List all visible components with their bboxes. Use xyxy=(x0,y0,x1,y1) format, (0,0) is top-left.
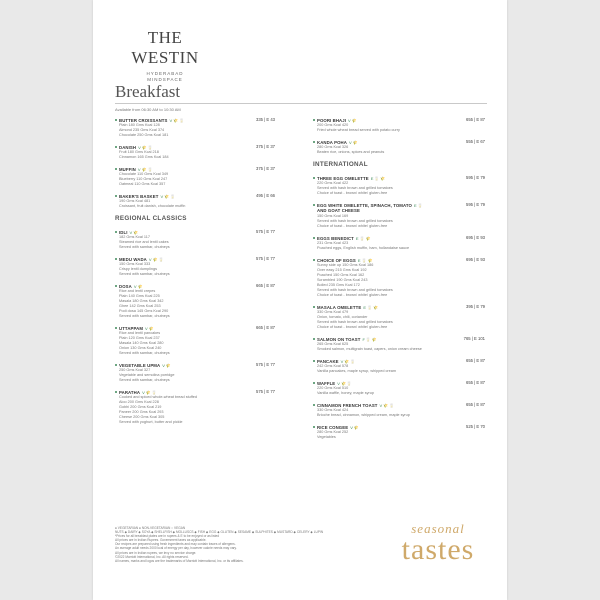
allergen-icon: 🥛 xyxy=(147,166,153,172)
menu-item-description: Onion, tomato, chili, coriander xyxy=(317,315,368,319)
seasonal-tastes-logo xyxy=(393,522,483,565)
allergen-icon: 🥛 xyxy=(389,402,395,408)
diet-legend: ● VEGETARIAN ● NON-VEGETARIAN ○ VEGAN xyxy=(115,526,186,530)
menu-item-price: 595 | E 79 xyxy=(465,175,485,180)
menu-item-description: Masala 140 Gms Kcal 280 xyxy=(119,341,164,345)
allergen-icon: 🥛 xyxy=(361,257,367,263)
menu-item-price: 575 | E 77 xyxy=(255,229,275,234)
menu-item-description: Beaten rice, onions, spices and peanuts xyxy=(317,150,385,154)
menu-item-name: THREE EGG OMELETTE xyxy=(317,175,369,181)
legal-note: All prices are in Indian rupees, we levy no service charge. xyxy=(115,550,197,555)
allergen-legend-row: NUTS ◆ DAIRY ◆ SOYA ◆ SHELLFISH ◆ MOLLUSCS ◆ FISH ◆ EGG ◆ GLUTEN ◆ SESAME ◆ SULPHITES ◆ MUSTARD ◆ CELERY ◆ LUPIN xyxy=(115,530,324,535)
right-column xyxy=(313,117,485,446)
allergen-icon: V xyxy=(137,166,141,172)
menu-item-name: BUTTER CROISSANTS xyxy=(119,117,168,123)
menu-item-description: Poached 150 Gms Kcal 162 xyxy=(317,273,365,277)
menu-item xyxy=(115,144,275,160)
menu-item-description: Steamed rice and lentil cakes xyxy=(119,240,169,244)
menu-item xyxy=(313,175,485,196)
menu-item-description: 330 Gms Kcal 424 xyxy=(317,408,349,412)
regional-continued-list xyxy=(313,117,485,155)
allergen-icon: 🌾 xyxy=(353,424,359,430)
brand-logo xyxy=(115,28,215,83)
allergen-icon: V xyxy=(348,117,351,123)
legal-note: *Prices for all breakfast plates are in rupees & E to be enjoyed or as listed xyxy=(115,534,220,539)
brand-location: HYDERABAD MINDSPACE xyxy=(146,71,184,82)
menu-item-description: Blueberry 110 Gms Kcal 247 xyxy=(119,177,168,181)
veg-indicator-icon xyxy=(115,364,117,366)
menu-item-description: 280 Gms Kcal 252 xyxy=(317,430,349,434)
allergen-icon: 🌾 xyxy=(365,235,371,241)
allergen-icon: 🥛 xyxy=(346,380,352,386)
menu-item-price: 655 | E 87 xyxy=(465,358,485,363)
menu-item-description: Paneer 200 Gms Kcal 293 xyxy=(119,410,164,414)
menu-item-description: Vegetables xyxy=(317,435,336,439)
menu-item-name: CINNAMON FRENCH TOAST xyxy=(317,402,378,408)
allergen-icon: 🌾 xyxy=(340,380,346,386)
menu-item-name-continued: AND GOAT CHEESE xyxy=(317,208,360,213)
allergen-icon: V xyxy=(350,424,353,430)
international-list xyxy=(313,175,485,440)
allergen-icon: 🥛 xyxy=(374,175,380,181)
regional-list xyxy=(115,229,275,425)
menu-item-description: Served with yoghurt, butter and pickle xyxy=(119,420,183,424)
menu-item-name: SALMON ON TOAST xyxy=(317,336,361,342)
allergen-icon: 🌾 xyxy=(141,166,147,172)
allergen-icon: 🌾 xyxy=(165,362,171,368)
menu-item xyxy=(313,304,485,330)
veg-indicator-icon xyxy=(115,327,117,329)
veg-indicator-icon xyxy=(313,306,315,308)
menu-item-description: 150 Gms Kcal 333 xyxy=(119,262,151,266)
menu-item-name: EGGS BENEDICT xyxy=(317,235,354,241)
menu-item-description: Served with sambar, chutneys xyxy=(119,245,170,249)
allergen-icon: 🌾 xyxy=(383,402,389,408)
legal-note: An average adult needs 2000 kcal of energy per day, however calorie needs may vary. xyxy=(115,546,237,551)
veg-indicator-icon xyxy=(115,119,117,121)
menu-item xyxy=(313,358,485,374)
allergen-icons xyxy=(348,118,358,123)
menu-item-description: Served with sambar, chutneys xyxy=(119,314,170,318)
menu-item xyxy=(115,325,275,356)
menu-item xyxy=(115,117,275,138)
allergen-icon: 🌾 xyxy=(152,256,158,262)
menu-item xyxy=(313,402,485,418)
allergen-icon: 🥛 xyxy=(359,235,365,241)
menu-item xyxy=(313,380,485,396)
allergen-icons xyxy=(356,236,372,241)
menu-item xyxy=(115,283,275,319)
page-title: Breakfast xyxy=(115,82,181,101)
legal-note: All prices are in Indian Rupees. Government taxes as applicable. xyxy=(115,538,207,543)
menu-item-price: 695 | E 93 xyxy=(465,257,485,262)
menu-item-description: Cinnamon 165 Gms Kcal 184 xyxy=(119,155,169,159)
menu-item xyxy=(313,336,485,352)
veg-indicator-icon xyxy=(313,426,315,428)
veg-indicator-icon xyxy=(115,146,117,148)
menu-item xyxy=(313,117,485,133)
menu-item-description: 242 Gms Kcal 578 xyxy=(317,364,349,368)
menu-item xyxy=(115,193,275,209)
menu-item-name: KANDA POHA xyxy=(317,139,347,145)
allergen-icon: 🥛 xyxy=(179,117,185,123)
legal-notes xyxy=(115,534,345,563)
menu-item-price: 655 | E 87 xyxy=(465,380,485,385)
veg-indicator-icon xyxy=(313,404,315,406)
seasonal-logo-top: seasonal xyxy=(411,521,465,536)
availability-note: Available from 06:30 AM to 10:30 AM xyxy=(115,107,181,112)
menu-item-description: Vanilla waffle, honey, maple syrup xyxy=(317,391,374,395)
legal-note: Our recipes are prepared using fresh ingredients and may contain traces of allergens. xyxy=(115,542,236,547)
menu-item-description: Crispy lentil dumplings xyxy=(119,267,157,271)
left-column xyxy=(115,117,275,431)
allergen-icons xyxy=(130,230,140,235)
veg-indicator-icon xyxy=(313,338,315,340)
menu-item-description: Chocolate 110 Gms Kcal 349 xyxy=(119,172,169,176)
menu-item-description: Ghee 142 Gms Kcal 253 xyxy=(119,304,161,308)
menu-item-description: 150 Gms Kcal 169 xyxy=(317,214,349,218)
menu-item-description: 330 Gms Kcal 479 xyxy=(317,310,349,314)
menu-item-price: 395 | E 79 xyxy=(465,304,485,309)
menu-item-description: Choice of toast - brown/ white/ gluten-free xyxy=(317,293,388,297)
menu-item-name: PARATHA xyxy=(119,389,141,395)
menu-item-price: 665 | E 87 xyxy=(255,325,275,330)
menu-item-description: Brioche bread, cinnamon, whipped cream, maple syrup xyxy=(317,413,410,417)
legal-note: ©2022 Marriott International, Inc. All rights reserved. xyxy=(115,554,189,559)
menu-item xyxy=(313,202,485,229)
allergen-icon: 🥛 xyxy=(366,304,372,310)
allergen-icons xyxy=(414,203,424,208)
allergen-icons xyxy=(138,145,154,150)
veg-indicator-icon xyxy=(313,360,315,362)
menu-item-name: EGG WHITE OMELETTE, SPINACH, TOMATO xyxy=(317,202,412,208)
menu-item xyxy=(313,424,485,440)
allergen-icon: 🌾 xyxy=(351,117,357,123)
divider xyxy=(115,103,487,104)
menu-item-name: VEGETABLE UPMA xyxy=(119,362,161,368)
menu-item-description: Sunny side up 150 Gms Kcal 186 xyxy=(317,263,374,267)
menu-item-description: 250 Gms Kcal 327 xyxy=(119,368,151,372)
menu-item-description: Plain 180 Gms Kcal 128 xyxy=(119,123,160,127)
allergen-icon: E xyxy=(357,257,361,263)
section-heading-regional: REGIONAL CLASSICS xyxy=(115,215,187,222)
allergen-icon: V xyxy=(160,193,164,199)
menu-item xyxy=(313,139,485,155)
allergen-icons xyxy=(358,258,374,263)
menu-item-name: RICE CONGEE xyxy=(317,424,349,430)
menu-item-price: 555 | E 67 xyxy=(465,139,485,144)
allergen-icon: V xyxy=(148,256,152,262)
allergen-icons xyxy=(142,390,158,395)
allergen-icon: 🌾 xyxy=(352,139,358,145)
allergen-icon: 🌾 xyxy=(380,175,386,181)
allergen-icons xyxy=(162,363,172,368)
menu-item-description: Gobhi 200 Gms Kcal 219 xyxy=(119,405,162,409)
menu-item-description: Cheese 200 Gms Kcal 305 xyxy=(119,415,165,419)
menu-item xyxy=(313,235,485,251)
menu-item-description: Served with hash brown and grilled tomatoes xyxy=(317,320,393,324)
veg-indicator-icon xyxy=(115,258,117,260)
menu-item-description: Onion 130 Gms Kcal 240 xyxy=(119,346,162,350)
veg-indicator-icon xyxy=(313,259,315,261)
allergen-icon: 🌾 xyxy=(371,336,377,342)
veg-indicator-icon xyxy=(115,231,117,233)
menu-item-description: Vegetable and semolina porridge xyxy=(119,373,175,377)
menu-item-description: Served with sambar, chutneys xyxy=(119,378,170,382)
menu-item-description: Served with hash brown and grilled tomatoes xyxy=(317,219,393,223)
veg-indicator-icon xyxy=(313,177,315,179)
brand-name: THE WESTIN xyxy=(131,28,199,67)
menu-item-description: Plain 120 Gms Kcal 237 xyxy=(119,336,160,340)
menu-item-description: Cooked and spiced whole-wheat bread stuffed xyxy=(119,395,198,399)
allergen-icon: V xyxy=(169,117,173,123)
menu-item-description: 231 Gms Kcal 423 xyxy=(317,241,349,245)
allergen-icon: E xyxy=(363,304,366,310)
menu-item-description: 280 Gms Kcal 326 xyxy=(317,145,349,149)
menu-item-description: 182 Gms Kcal 117 xyxy=(119,235,150,239)
veg-indicator-icon xyxy=(115,285,117,287)
veg-indicator-icon xyxy=(313,237,315,239)
menu-item xyxy=(115,229,275,250)
veg-indicator-icon xyxy=(313,119,315,121)
menu-item-name: BAKER'S BASKET xyxy=(119,193,159,199)
allergen-icons xyxy=(380,403,396,408)
menu-item-description: Choice of toast - brown/ white/ gluten-free xyxy=(317,224,388,228)
allergen-legend xyxy=(115,526,345,563)
allergen-icon: 🌾 xyxy=(148,325,154,331)
allergen-icon: 🥛 xyxy=(170,193,176,199)
allergen-icon: 🌾 xyxy=(145,389,151,395)
allergen-icon: 🌾 xyxy=(344,358,350,364)
allergen-icon: 🌾 xyxy=(367,257,373,263)
allergen-icons xyxy=(149,257,165,262)
allergen-icons xyxy=(371,176,387,181)
menu-item-description: Boiled 235 Gms Kcal 172 xyxy=(317,283,360,287)
menu-item-description: Vanilla pancakes, maple syrup, whipped cream xyxy=(317,369,397,373)
allergen-icon: V xyxy=(337,380,340,386)
allergen-icon: 🥛 xyxy=(158,256,164,262)
allergen-icon: E xyxy=(413,202,417,208)
menu-item-description: 200 Gms Kcal 420 xyxy=(317,123,349,127)
menu-item-description: 190 Gms Kcal 481 xyxy=(119,199,151,203)
menu-item-description: Almond 235 Gms Kcal 374 xyxy=(119,128,165,132)
allergen-icon: 🌾 xyxy=(372,304,378,310)
seasonal-logo-bottom: tastes xyxy=(401,533,475,566)
veg-indicator-icon xyxy=(313,141,315,143)
menu-item-price: 655 | E 87 xyxy=(465,117,485,122)
menu-item-price: 665 | E 87 xyxy=(255,283,275,288)
allergen-icons xyxy=(160,194,176,199)
menu-item-price: 655 | E 87 xyxy=(465,402,485,407)
allergen-icon: V xyxy=(145,325,148,331)
menu-item-price: 335 | E 43 xyxy=(255,117,275,122)
menu-item-description: Served with sambar, chutneys xyxy=(119,351,170,355)
menu-item-description: Smoked salmon, multigrain toast, capers, onion cream cheese xyxy=(317,347,422,351)
veg-indicator-icon xyxy=(313,204,315,206)
menu-item-description: Rice and lentil crepes xyxy=(119,289,156,293)
menu-item-description: Fruit 180 Gms Kcal 218 xyxy=(119,150,159,154)
allergen-icon: 🥛 xyxy=(350,358,356,364)
menu-item-name: MUFFIN xyxy=(119,166,136,172)
veg-indicator-icon xyxy=(313,382,315,384)
menu-item-price: 575 | E 77 xyxy=(255,362,275,367)
allergen-icons xyxy=(362,337,377,342)
allergen-icon: E xyxy=(370,175,374,181)
veg-indicator-icon xyxy=(115,168,117,170)
menu-item-description: Over easy 215 Gms Kcal 192 xyxy=(317,268,367,272)
allergen-icon: V xyxy=(348,139,352,145)
allergen-icon: V xyxy=(133,283,137,289)
menu-item-description: Served with sambar, chutneys xyxy=(119,272,170,276)
allergen-icon: F xyxy=(362,336,365,342)
allergen-icon: E xyxy=(355,235,359,241)
menu-item xyxy=(115,389,275,425)
menu-item xyxy=(313,257,485,298)
menu-item-name: MASALA OMELETTE xyxy=(317,304,362,310)
allergen-icon: V xyxy=(340,358,344,364)
menu-item-price: 765 | E 101 xyxy=(463,336,485,341)
menu-item-description: Plain 140 Gms Kcal 225 xyxy=(119,294,160,298)
allergen-icon: 🥛 xyxy=(417,202,423,208)
allergen-icon: 🌾 xyxy=(173,117,179,123)
menu-item-description: Chocolate 250 Gms Kcal 181 xyxy=(119,133,169,137)
menu-item-description: Oatmeal 110 Gms Kcal 357 xyxy=(119,182,166,186)
menu-item-price: 695 | E 93 xyxy=(465,235,485,240)
menu-item-description: Aloo 200 Gms Kcal 228 xyxy=(119,400,159,404)
legal-note: All names, marks and logos are the trademarks of Marriott International, Inc. or its affiliates. xyxy=(115,558,244,563)
menu-item xyxy=(115,166,275,187)
allergen-icons xyxy=(138,167,154,172)
menu-item-description: Poached eggs, English muffin, ham, hollandaise sauce xyxy=(317,246,410,250)
allergen-icons xyxy=(134,284,144,289)
menu-item xyxy=(115,256,275,277)
allergen-icon: 🌾 xyxy=(164,193,170,199)
menu-item-description: Served with hash brown and grilled tomatoes xyxy=(317,186,393,190)
bakery-list xyxy=(115,117,275,209)
menu-item-name: CHOICE OF EGGS xyxy=(317,257,356,263)
menu-item-name: DOSA xyxy=(119,283,132,289)
allergen-icon: 🥛 xyxy=(365,336,371,342)
allergen-icon: V xyxy=(138,144,141,150)
allergen-icon: 🌾 xyxy=(137,283,143,289)
allergen-icons xyxy=(145,326,155,331)
allergen-icon: V xyxy=(162,362,165,368)
menu-item-price: 595 | E 79 xyxy=(465,202,485,207)
menu-item-description: 265 Gms Kcal 625 xyxy=(317,342,349,346)
allergen-icons xyxy=(337,381,353,386)
menu-item-price: 575 | E 77 xyxy=(255,389,275,394)
menu-item-description: Fried whole wheat bread served with potato curry xyxy=(317,128,400,132)
menu-item-name: DANISH xyxy=(119,144,137,150)
allergen-icon: 🥛 xyxy=(151,389,157,395)
menu-page xyxy=(93,0,507,600)
menu-item xyxy=(115,362,275,383)
menu-item-name: UTTAPPAM xyxy=(119,325,144,331)
menu-item-description: Choice of toast - brown/ white/ gluten-free xyxy=(317,191,388,195)
menu-item-name: WAFFLE xyxy=(317,380,336,386)
allergen-icons xyxy=(350,425,360,430)
allergen-icon: V xyxy=(379,402,383,408)
allergen-icons xyxy=(349,140,359,145)
allergen-icons xyxy=(170,118,186,123)
veg-indicator-icon xyxy=(115,195,117,197)
menu-item-description: Masala 180 Gms Kcal 342 xyxy=(119,299,164,303)
menu-item-price: 375 | E 37 xyxy=(255,144,275,149)
menu-item-name: IDLI xyxy=(119,229,128,235)
allergen-icons xyxy=(363,305,379,310)
menu-item-price: 495 | E 66 xyxy=(255,193,275,198)
menu-item-name: MEDU WADA xyxy=(119,256,147,262)
menu-item-price: 575 | E 77 xyxy=(255,256,275,261)
menu-item-name: PANCAKE xyxy=(317,358,339,364)
menu-item-description: Rice and lentil pancakes xyxy=(119,331,161,335)
allergen-icon: 🌾 xyxy=(133,229,139,235)
menu-item-name: POORI BHAJI xyxy=(317,117,347,123)
menu-item-description: Podi dosa 145 Gms Kcal 290 xyxy=(119,309,169,313)
menu-item-description: 220 Gms Kcal 510 xyxy=(317,386,349,390)
menu-item-description: 220 Gms Kcal 422 xyxy=(317,181,349,185)
section-heading-international: INTERNATIONAL xyxy=(313,161,368,168)
allergen-icon: 🥛 xyxy=(147,144,153,150)
menu-item-price: 525 | E 70 xyxy=(465,424,485,429)
menu-item-description: Choice of toast - brown/ white/ gluten-free xyxy=(317,325,388,329)
allergen-icon: V xyxy=(129,229,133,235)
menu-item-description: Scrambled 190 Gms Kcal 243 xyxy=(317,278,368,282)
allergen-icon: V xyxy=(142,389,145,395)
allergen-icons xyxy=(341,359,357,364)
allergen-icon: 🌾 xyxy=(141,144,147,150)
menu-item-description: Served with hash brown and grilled tomatoes xyxy=(317,288,393,292)
menu-item-price: 375 | E 37 xyxy=(255,166,275,171)
veg-indicator-icon xyxy=(115,391,117,393)
menu-item-description: Croissant, fruit danish, chocolate muffin xyxy=(119,204,186,208)
